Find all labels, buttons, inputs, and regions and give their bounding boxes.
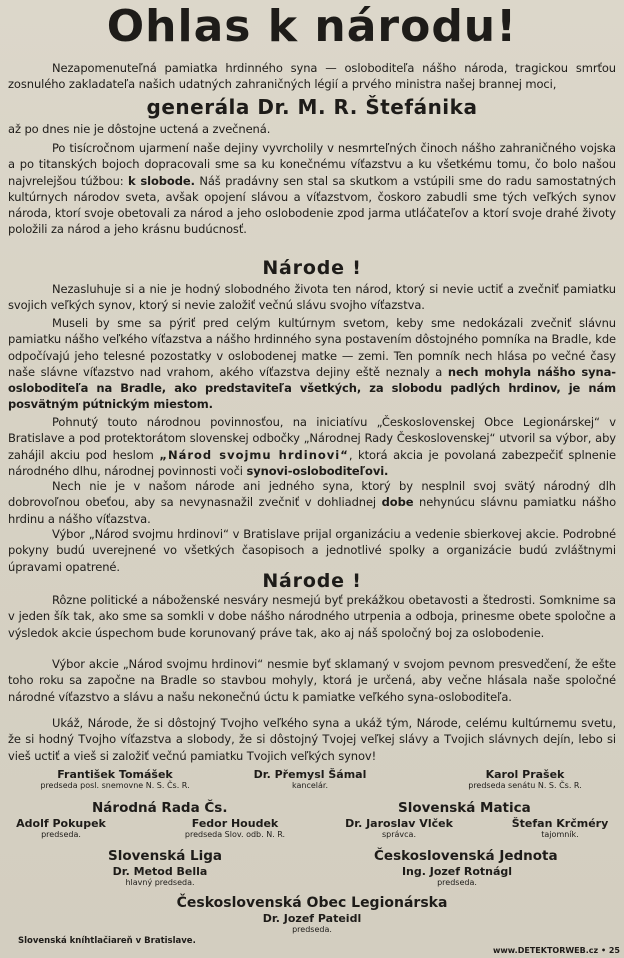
signature-name: Dr. Přemysl Šámal [253,768,367,781]
signature-role: predseda. [41,830,81,839]
signature-bella [100,865,220,888]
paragraph-8: Výbor akcie „Národ svojmu hrdinovi“ nesmie byť sklamaný v svojom pevnom presvedčení, že ešte toho roku sa započne na Bradle so stavbou mohyly, ktorá je určená, aby večne hlásala naše spoločné národné víťazstvo a slávu a našu nekonečnú úctu k pamiatke veľkého syna-osloboditeľa. [8,657,616,704]
org-ceskoslovenska-jednota: Československá Jednota [374,848,558,864]
paragraph-4-slogan: „Národ svojmu hrdinovi“ [159,447,349,462]
intro-after: až po dnes nie je dôstojne uctená a zvečnená. [8,122,271,136]
paragraph-5-c: nehynúcu slávnu pamiatku nášho hrdinu a nášho víťazstva. [8,495,616,526]
paragraph-2: Nezasluhuje si a nie je hodný slobodného života ten národ, ktorý si nevie uctiť a zvečniť pamiatku svojich veľkých synov, ktorý si nevie založiť večnú slávu svojho víťazstva. [8,282,616,313]
signature-name: Štefan Krčméry [511,817,609,830]
paragraph-1-rest: Náš pradávny sen stal sa skutkom a vstúpili sme do radu samostatných kultúrnych národov sveta, avšak opojení slávou a víťazstvom, čoskoro zabudli sme tých veľkých synov národa, ktorí svoje obetovali za národ a jeho oslobodenie zpod jarma utláčateľov a ktorí svoje drahé životy položili za národ a jeho krásnu budúcnosť. [8,173,616,237]
intro-text: Nezapomenuteľná pamiatka hrdinného syna — osloboditeľa nášho národa, tragickou smrťou zosnulého zakladateľa našich udatných zahraničných légií a prvého ministra našej brannej moci, [8,61,616,92]
signature-role: predseda. [437,878,477,887]
paragraph-1-bold: k slobode. [128,173,195,188]
signature-name: Dr. Metod Bella [112,865,208,878]
paragraph-3 [8,315,616,413]
signature-vlcek [334,817,464,840]
signature-name: Dr. Jozef Pateidl [262,912,362,925]
signature-pokupek [6,817,116,840]
paragraph-7: Rôzne politické a náboženské nesváry nesmejú byť prekážkou obetavosti a štedrosti. Somknime sa v jeden šík tak, ako sme sa somkli v dobe nášho národného utrpenia a odboja, prinesme obete spoločne a výsledok akcie úspechom bude korunovaný práve tak, ako aj náš spoločný boj za oslobodenie. [8,593,616,640]
paragraph-5 [8,478,616,527]
paragraph-5-bold: dobe [381,495,414,510]
signature-name: Dr. Jaroslav Vlček [345,817,453,830]
heading-narode-2: Národe ! [262,570,362,592]
signature-samal [230,768,390,791]
signature-role: predseda. [292,925,332,934]
paragraph-3-bold: nech mohyla nášho syna-osloboditeľa na Bradle, ako predstaviteľa všetkých, za slobodu padlých hrdinov, je nám posvätným pútnickým miestom. [8,364,616,412]
poster-title: Ohlas k národu! [106,1,518,52]
signature-role: kancelár. [291,781,328,790]
paragraph-9: Ukáž, Národe, že si dôstojný Tvojho veľkého syna a ukáž tým, Národe, celému kultúrnemu svetu, že si hodný Tvojho víťazstva a slobody, že si dôstojný Tvojej veľkej slávy a Tvojich slávnych dejín, lebo si vieš uctiť a vieš si založiť večnú pamiatku Tvojich veľkých synov! [8,716,616,763]
signature-name: Adolf Pokupek [16,817,106,830]
signature-role: správca. [381,830,416,839]
credit-watermark: www.DETEKTORWEB.cz • 25 [493,946,620,955]
signature-role: predseda Slov. odb. N. R. [184,830,286,839]
signature-houdek [165,817,305,840]
signature-name: Ing. Jozef Rotnágl [401,865,513,878]
signature-name: František Tomášek [57,768,173,781]
signature-rotnagl [392,865,522,888]
signature-role: hlavný predseda. [125,878,195,887]
paragraph-4 [8,414,616,479]
org-obec-legionarska: Československá Obec Legionárska [176,895,448,911]
heading-narode-1: Národe ! [262,257,362,279]
signature-name: Fedor Houdek [191,817,279,830]
paragraph-4-c: , ktorá akcia je povolaná zabezpečiť splnenie národného dlhu, národnej povinnosti voči [8,447,616,478]
org-slovenska-matica: Slovenská Matica [398,800,531,816]
stefanik-name: generála Dr. M. R. Štefánika [146,95,478,119]
signature-prasek [440,768,610,791]
paragraph-5-a: Nech nie je v našom národe ani jedného syna, ktorý by nesplnil svoj svätý národný dlh dobrovoľnou obeťou, aby sa nevynasnažil zvečniť v dohliadnej [8,479,616,510]
intro-paragraph [8,60,616,93]
signature-role: predseda posl. snemovne N. S. Čs. R. [40,781,190,790]
paragraph-4-bold: synovi-osloboditeľovi. [246,463,389,478]
signature-name: Karol Prašek [485,768,565,781]
printer-imprint: Slovenská kníhtlačiareň v Bratislave. [18,936,196,946]
signature-tomasek [30,768,200,791]
signature-role: predseda senátu N. S. Čs. R. [468,781,582,790]
signature-pateidl [242,912,382,935]
paragraph-6: Výbor „Národ svojmu hrdinovi“ v Bratislave prijal organizáciu a vedenie sbierkovej akcie. Podrobné pokyny budú uverejnené vo všetkých časopisoch a jednotlivé spolky a organizácie budú zvláštnymi úpravami opatrené. [8,527,616,574]
paragraph-3-text: Museli by sme sa pýriť pred celým kultúrnym svetom, keby sme nedokázali zvečniť slávnu pamiatku nášho veľkého víťazstva a nášho hrdinného syna postavením dôstojného pomníka na Bradle, kde odpočívajú jeho telesné pozostatky v oslobodenej matke — zemi. Ten pomník nech hlása po večné časy naše slávne víťazstvo nad vrahom, akého víťazstva dejiny eště neznaly a [8,316,616,379]
paragraph-1-text: Po tisícročnom ujarmení naše dejiny vyvrcholily v nesmrteľných činoch nášho zahraničného vojska a po titanských bojoch dopracovali sme sa ku konečnému víťazstvu a ku všetkému tomu, čo bolo našou najvrelejšou túžbou: [8,141,616,188]
signature-krcmery [505,817,615,840]
org-narodna-rada: Národná Rada Čs. [92,800,228,816]
paragraph-1 [8,140,616,238]
paragraph-4-a: Pohnutý touto národnou povinnosťou, na iniciatívu „Československej Obce Legionárskej“ v Bratislave a pod protektorátom slovenskej odbočky „Národnej Rady Československej“ utvoril sa výbor, aby zahájil akciu pod heslom [8,415,616,462]
signature-role: tajomník. [541,830,579,839]
org-slovenska-liga: Slovenská Liga [108,848,223,864]
